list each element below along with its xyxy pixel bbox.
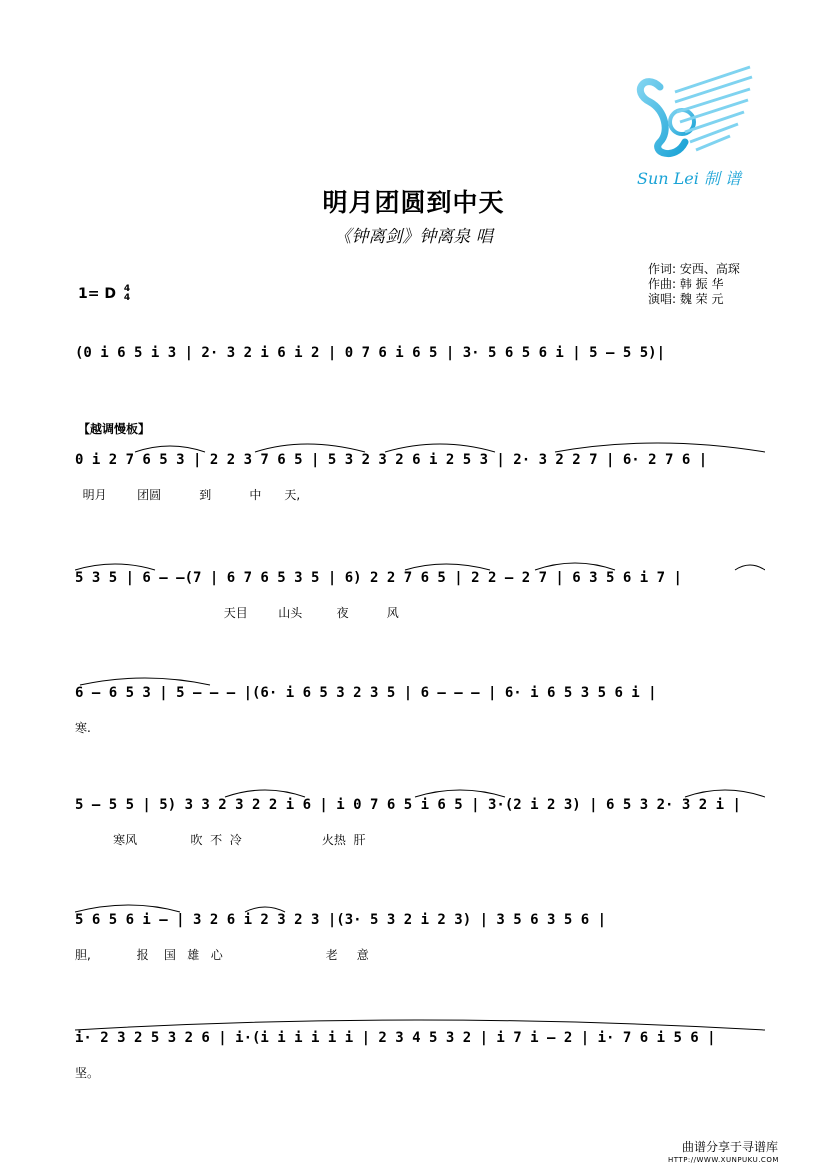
row-lyrics: 坚。 — [75, 1066, 100, 1080]
footer-url[interactable]: HTTP://WWW.XUNPUKU.COM — [668, 1156, 779, 1164]
row-notes: 0 i 2 7 6 5 3 | 2 2 3 7 6 5 | 5 3 2 3 2 6 i 2 5 3 | 2· 3 2 2 7 | 6· 2 7 6 | — [75, 452, 708, 468]
footer-text: 曲谱分享于寻谱库 — [682, 1140, 779, 1154]
row-lyrics: 胆, 报 国 雄 心 老 意 — [75, 948, 369, 962]
time-signature — [124, 285, 130, 303]
score-row-4 — [75, 685, 765, 745]
row-notes: 5 6 5 6 i — | 3 2 6 i 2 3 2 3 |(3· 5 3 2 i 2 3) | 3 5 6 3 5 6 | — [75, 912, 607, 928]
row-notes: i· 2 3 2 5 3 2 6 | i·(i i i i i i | 2 3 4 5 3 2 | i 7 i — 2 | i· 7 6 i 5 6 | — [75, 1030, 716, 1046]
row-notes: 5 3 5 | 6 — —(7 | 6 7 6 5 3 5 | 6) 2 2 7 6 5 | 2 2 — 2 7 | 6 3 5 6 i 7 | — [75, 570, 682, 586]
score-row-7 — [75, 1030, 765, 1090]
credits-block — [648, 262, 740, 307]
row-notes: 6 — 6 5 3 | 5 — — — |(6· i 6 5 3 2 3 5 | 6 — — — | 6· i 6 5 3 5 6 i | — [75, 685, 657, 701]
singer-credit: 演唱: 魏 荣 元 — [648, 292, 724, 306]
song-subtitle: 《钟离剑》钟离泉 唱 — [334, 227, 493, 247]
row-lyrics: 寒. — [75, 721, 91, 735]
logo-text: Sun Lei 制 谱 — [637, 169, 742, 188]
song-title: 明月团圆到中天 — [322, 188, 505, 217]
key-signature — [78, 285, 130, 303]
key-label: 1= D — [78, 286, 116, 302]
row-notes: 5 — 5 5 | 5) 3 3 2 3 2 2 i 6 | i 0 7 6 5 i 6 5 | 3·(2 i 2 3) | 6 5 3 2· 3 2 i | — [75, 797, 741, 813]
time-signature-bottom: 4 — [123, 293, 131, 303]
tempo-tag: 【越调慢板】 — [78, 422, 151, 436]
score-row-5 — [75, 797, 765, 857]
composer-credit: 作曲: 韩 振 华 — [648, 277, 724, 291]
row-lyrics: 寒风 吹 不 冷 火热 肝 — [75, 833, 366, 847]
score-row-6 — [75, 912, 765, 972]
row-lyrics: 天目 山头 夜 风 — [75, 606, 399, 620]
score-row-2 — [75, 452, 765, 512]
row-notes: (0 i 6 5 i 3 | 2· 3 2 i 6 i 2 | 0 7 6 i 6 5 | 3· 5 6 5 6 i | 5 — 5 5)| — [75, 345, 666, 361]
score-row-1 — [75, 345, 765, 405]
score-row-3 — [75, 570, 765, 630]
lyricist-credit: 作词: 安西、高琛 — [648, 262, 740, 276]
time-signature-top: 4 — [123, 284, 131, 294]
row-lyrics: 明月 团圆 到 中 天, — [75, 488, 301, 502]
